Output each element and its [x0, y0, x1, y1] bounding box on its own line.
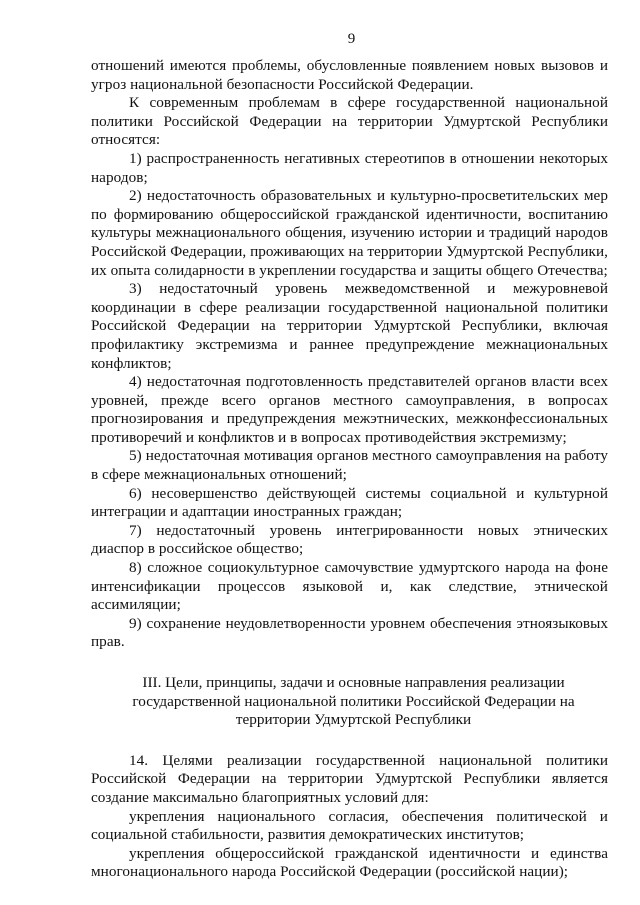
list-item: 2) недостаточность образовательных и культурно-просветительских мер по формированию общероссийской гражданской идентичности, воспитанию культуры межнационального общения, изучению истории и традиций народов Российской Федерации, проживающих на территории Удмуртской Республики, их опыта солидарности в укреплении государства и защиты общего Отечества;: [91, 187, 608, 279]
paragraph: отношений имеются проблемы, обусловленные появлением новых вызовов и угроз национальной безопасности Российской Федерации.: [91, 57, 608, 93]
paragraph: укрепления общероссийской гражданской идентичности и единства многонационального народа Российской Федерации (российской нации);: [91, 844, 608, 881]
list-item: 9) сохранение неудовлетворенности уровнем обеспечения этноязыковых прав.: [91, 614, 608, 651]
page-number: 9: [347, 31, 356, 47]
paragraph: укрепления национального согласия, обеспечения политической и социальной стабильности, развития демократических институтов;: [91, 807, 608, 844]
list-item: 6) несовершенство действующей системы социальной и культурной интеграции и адаптации иностранных граждан;: [91, 484, 608, 521]
paragraph: К современным проблемам в сфере государственной национальной политики Российской Федерации на территории Удмуртской Республики относятся:: [91, 94, 608, 149]
section-heading-line: III. Цели, принципы, задачи и основные направления реализации: [142, 674, 565, 691]
list-item: 3) недостаточный уровень межведомственной и межуровневой координации в сфере реализации государственной национальной политики Российской Федерации на территории Удмуртской Республики, включая профилактику экстремизма и раннее предупреждение межнациональных конфликтов;: [91, 280, 608, 372]
paragraph: 14. Целями реализации государственной национальной политики Российской Федерации на территории Удмуртской Республики является создание максимально благоприятных условий для:: [91, 751, 608, 806]
section-heading: [91, 674, 608, 730]
body-text-after: [91, 752, 608, 882]
section-heading-line: территории Удмуртской Республики: [235, 711, 472, 729]
body-text-before: [91, 57, 608, 652]
list-item: 8) сложное социокультурное самочувствие удмуртского народа на фоне интенсификации процессов языковой и, как следствие, этнической ассимиляции;: [91, 559, 608, 614]
list-item: 1) распространенность негативных стереотипов в отношении некоторых народов;: [91, 149, 608, 186]
list-item: 7) недостаточный уровень интегрированности новых этнических диаспор в российское общество;: [91, 521, 608, 558]
list-item: 4) недостаточная подготовленность представителей органов власти всех уровней, прежде всего органов местного самоуправления, в вопросах прогнозирования и предупреждения межэтнических, межконфессиональных противоречий и конфликтов и в вопросах противодействия экстремизму;: [91, 373, 608, 446]
section-heading-line: государственной национальной политики Российской Федерации на: [132, 692, 575, 710]
list-item: 5) недостаточная мотивация органов местного самоуправления на работу в сфере межнациональных отношений;: [91, 447, 608, 484]
